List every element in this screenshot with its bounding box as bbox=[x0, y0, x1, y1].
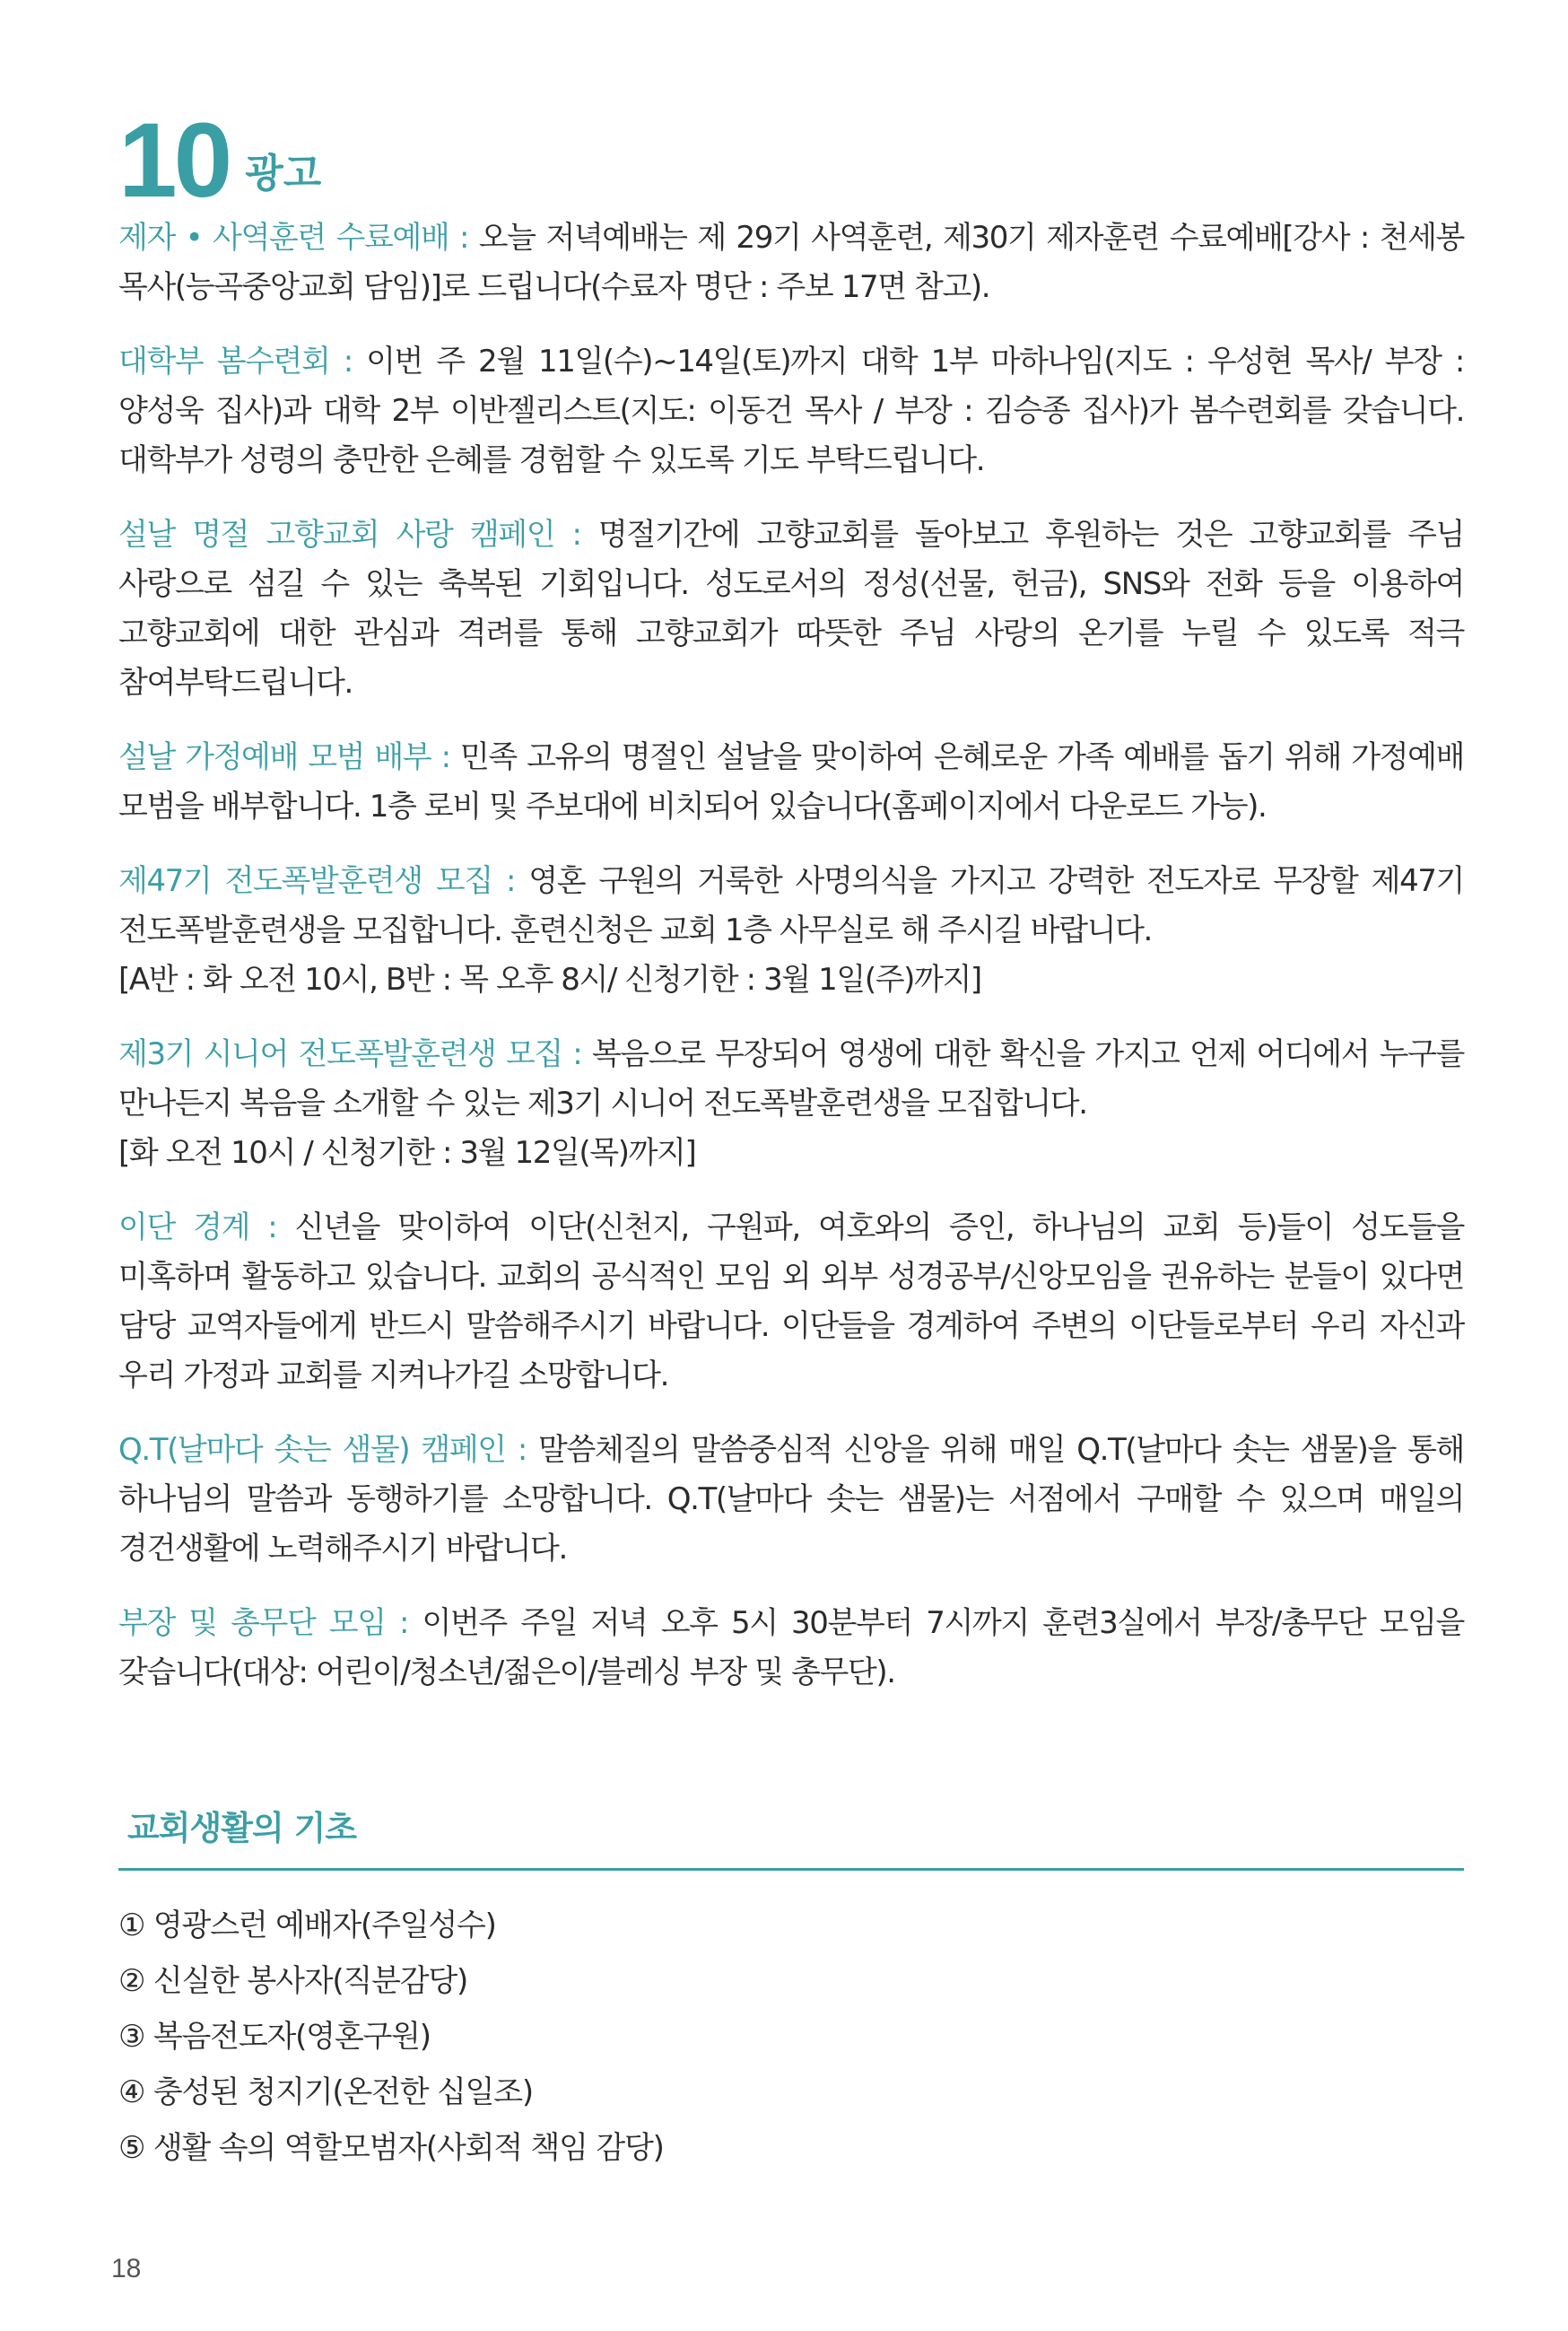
announcement-evangelism-training-47 bbox=[118, 857, 1464, 1005]
announcement-graduation-service bbox=[118, 214, 1464, 312]
announcement-title: 설날 가정예배 모범 배부 : bbox=[118, 739, 450, 775]
announcement-body: 복음으로 무장되어 영생에 대한 확신을 가지고 언제 어디에서 누구를 만나든지 복음을 소개할 수 있는 제3기 시니어 전도폭발훈련생을 모집합니다. bbox=[118, 1036, 1464, 1122]
announcement-body: 말씀체질의 말씀중심적 신앙을 위해 매일 Q.T(날마다 솟는 샘물)을 통해 하나님의 말씀과 동행하기를 소망합니다. Q.T(날마다 솟는 샘물)는 서점에서 구매할 수 있으며 매일의 경건생활에 노력해주시기 바랍니다. bbox=[118, 1432, 1464, 1567]
basics-item: ③ 복음전도자(영혼구원) bbox=[118, 2019, 431, 2055]
announcement-title: 부장 및 총무단 모임 : bbox=[118, 1605, 409, 1641]
page-number: 18 bbox=[111, 2254, 142, 2283]
announcement-body: 오늘 저녁예배는 제 29기 사역훈련, 제30기 제자훈련 수료예배[강사 : 천세봉 목사(능곡중앙교회 담임)]로 드립니다(수료자 명단 : 주보 17면 참고). bbox=[118, 220, 1465, 305]
church-life-basics bbox=[118, 1803, 1464, 2176]
announcement-title: 제47기 전도폭발훈련생 모집 : bbox=[118, 863, 516, 899]
announcement-senior-evangelism-training bbox=[118, 1030, 1464, 1178]
announcement-qt-campaign bbox=[118, 1426, 1464, 1574]
announcement-heresy-warning bbox=[118, 1203, 1464, 1401]
announcement-body: 영혼 구원의 거룩한 사명의식을 가지고 강력한 전도자로 무장할 제47기 전도폭발훈련생을 모집합니다. 훈련신청은 교회 1층 사무실로 해 주시길 바랍니다. bbox=[118, 863, 1464, 948]
basics-item: ② 신실한 봉사자(직분감당) bbox=[118, 1963, 468, 1999]
announcement-title: 이단 경계 : bbox=[118, 1209, 277, 1245]
basics-item: ④ 충성된 청지기(온전한 십일조) bbox=[118, 2074, 533, 2110]
announcement-title: 설날 명절 고향교회 사랑 캠페인 : bbox=[118, 517, 581, 553]
announcement-body: 이번 주 2월 11일(수)~14일(토)까지 대학 1부 마하나임(지도 : 우성현 목사/ 부장 : 양성욱 집사)과 대학 2부 이반젤리스트(지도: 이동건 목사 / 부장 : 김승종 집사)가 봄수련회를 갖습니다. 대학부가 성령의 충만한 은혜를 경험할 수 있도록 기도 부탁드립니다. bbox=[118, 344, 1464, 478]
announcement-body: 명절기간에 고향교회를 돌아보고 후원하는 것은 고향교회를 주님 사랑으로 섬길 수 있는 축복된 기회입니다. 성도로서의 정성(선물, 헌금), SNS와 전화 등을 이용하여 고향교회에 대한 관심과 격려를 통해 고향교회가 따뜻한 주님 사랑의 온기를 누릴 수 있도록 적극 참여부탁드립니다. bbox=[118, 517, 1464, 701]
announcement-list bbox=[118, 214, 1464, 1723]
announcement-title: 제3기 시니어 전도폭발훈련생 모집 : bbox=[118, 1036, 582, 1072]
basics-item: ① 영광스런 예배자(주일성수) bbox=[118, 1908, 496, 1943]
announcement-family-worship-guide bbox=[118, 733, 1464, 832]
section-number: 10 bbox=[118, 101, 230, 220]
announcement-body: 이번주 주일 저녁 오후 5시 30분부터 7시까지 훈련3실에서 부장/총무단 모임을 갖습니다(대상: 어린이/청소년/젊은이/블레싱 부장 및 총무단). bbox=[118, 1605, 1464, 1690]
basics-item: ⑤ 생활 속의 역할모범자(사회적 책임 감당) bbox=[118, 2130, 664, 2166]
announcement-title: 대학부 봄수련회 : bbox=[118, 344, 353, 380]
announcement-title: 제자 • 사역훈련 수료예배 : bbox=[118, 220, 469, 256]
basics-divider bbox=[118, 1868, 1464, 1871]
announcement-schedule: [화 오전 10시 / 신청기한 : 3월 12일(목)까지] bbox=[118, 1135, 696, 1171]
basics-list bbox=[118, 1898, 1464, 2176]
announcement-title: Q.T(날마다 솟는 샘물) 캠페인 : bbox=[118, 1432, 527, 1468]
announcement-body: 민족 고유의 명절인 설날을 맞이하여 은혜로운 가족 예배를 돕기 위해 가정예배 모범을 배부합니다. 1층 로비 및 주보대에 비치되어 있습니다(홈페이지에서 다운로드 가능). bbox=[118, 739, 1464, 825]
announcement-schedule: [A반 : 화 오전 10시, B반 : 목 오후 8시/ 신청기한 : 3월 1일(주)까지] bbox=[118, 962, 981, 998]
announcement-body: 신년을 맞이하여 이단(신천지, 구원파, 여호와의 증인, 하나님의 교회 등)들이 성도들을 미혹하며 활동하고 있습니다. 교회의 공식적인 모임 외 외부 성경공부/신앙모임을 권유하는 분들이 있다면 담당 교역자들에게 반드시 말씀해주시기 바랍니다. 이단들을 경계하여 주변의 이단들로부터 우리 자신과 우리 가정과 교회를 지켜나가길 소망합니다. bbox=[118, 1209, 1464, 1393]
basics-heading: 교회생활의 기초 bbox=[127, 1809, 357, 1847]
announcement-department-meeting bbox=[118, 1599, 1464, 1698]
section-header bbox=[118, 101, 322, 220]
section-title: 광고 bbox=[245, 151, 322, 196]
announcement-hometown-church-campaign bbox=[118, 511, 1464, 708]
announcement-college-retreat bbox=[118, 337, 1464, 485]
